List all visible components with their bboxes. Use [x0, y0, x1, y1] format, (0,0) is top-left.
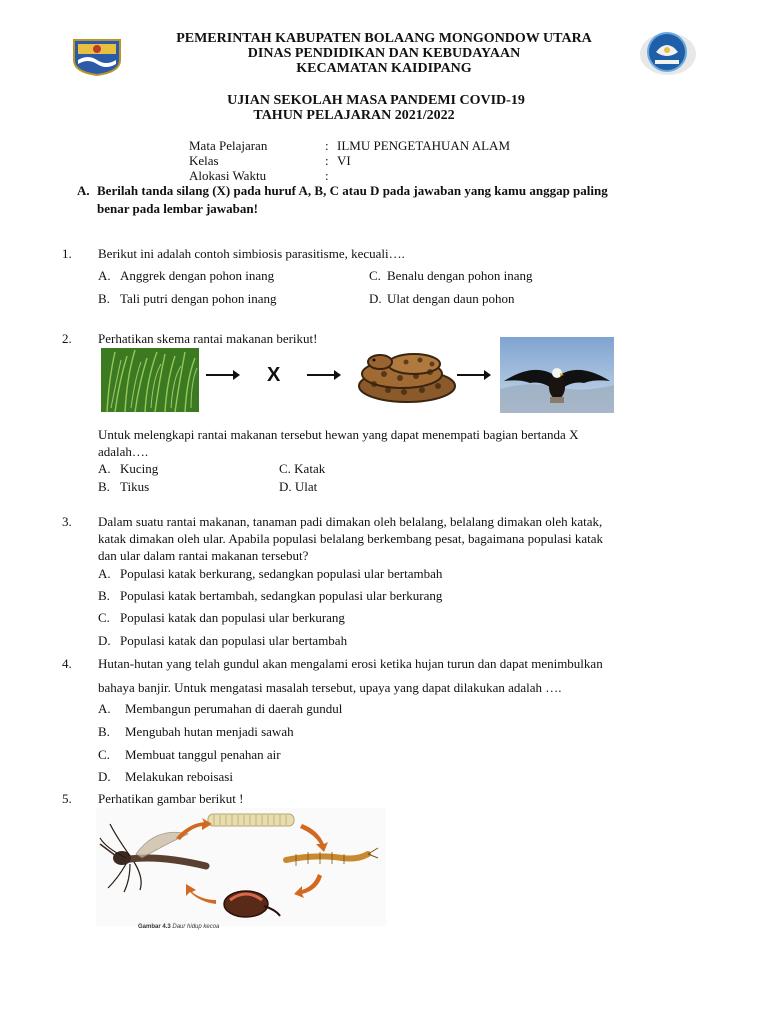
info-label-time: Alokasi Waktu — [189, 168, 267, 183]
option-letter: A. — [98, 461, 111, 476]
snake-image — [354, 346, 460, 406]
option-letter: B. — [98, 724, 110, 739]
q4-option-a: Membangun perumahan di daerah gundul — [125, 701, 343, 716]
question-4-line1: Hutan-hutan yang telah gundul akan mengalami erosi ketika hujan turun dan dapat menimbulkan — [98, 656, 603, 671]
info-label-subject: Mata Pelajaran — [189, 138, 268, 153]
food-chain-arrow — [457, 374, 489, 376]
q4-option-c: Membuat tanggul penahan air — [125, 747, 281, 762]
option-letter: C. — [369, 268, 381, 283]
option-letter: D. — [369, 291, 382, 306]
food-chain-arrow — [206, 374, 238, 376]
question-5-text: Perhatikan gambar berikut ! — [98, 791, 244, 806]
q3-option-a: Populasi katak berkurang, sedangkan populasi ular bertambah — [120, 566, 443, 581]
q2-option-b: Tikus — [120, 479, 150, 494]
section-letter: A. — [77, 183, 90, 198]
q4-option-b: Mengubah hutan menjadi sawah — [125, 724, 294, 739]
exam-year: TAHUN PELAJARAN 2021/2022 — [253, 108, 455, 123]
info-value-class: VI — [337, 153, 351, 168]
section-instruction-line2: benar pada lembar jawaban! — [97, 201, 258, 216]
q3-option-c: Populasi katak dan populasi ular berkurang — [120, 610, 345, 625]
info-separator: : — [325, 153, 329, 168]
option-letter: A. — [98, 268, 111, 283]
question-3-line1: Dalam suatu rantai makanan, tanaman padi dimakan oleh belalang, belalang dimakan oleh katak, — [98, 514, 603, 529]
header-district: KECAMATAN KAIDIPANG — [296, 61, 472, 76]
info-separator: : — [325, 168, 329, 183]
exam-title: UJIAN SEKOLAH MASA PANDEMI COVID-19 — [227, 93, 525, 108]
question-number: 1. — [62, 246, 72, 261]
info-label-class: Kelas — [189, 153, 219, 168]
q1-option-c: Benalu dengan pohon inang — [387, 268, 533, 283]
option-letter: B. — [98, 291, 110, 306]
option-letter: C. — [279, 461, 291, 476]
question-2-prompt-line1: Untuk melengkapi rantai makanan tersebut hewan yang dapat menempati bagian bertanda X — [98, 427, 579, 442]
question-4-line2: bahaya banjir. Untuk mengatasi masalah tersebut, upaya yang dapat dilakukan adalah …. — [98, 680, 562, 695]
q2-option-d-full — [279, 479, 317, 494]
option-letter: B. — [98, 479, 110, 494]
option-letter: D. — [98, 633, 111, 648]
question-1-text: Berikut ini adalah contoh simbiosis parasitisme, kecuali…. — [98, 246, 405, 261]
option-letter: C. — [98, 747, 110, 762]
question-2-prompt-line2: adalah…. — [98, 444, 149, 459]
q2-option-d: Ulat — [294, 479, 318, 494]
info-value-subject: ILMU PENGETAHUAN ALAM — [337, 138, 511, 153]
info-separator: : — [325, 138, 329, 153]
q3-option-b: Populasi katak bertambah, sedangkan populasi ular berkurang — [120, 588, 443, 603]
question-3-line3: dan ular dalam rantai makanan tersebut? — [98, 548, 309, 563]
section-instruction-line1: Berilah tanda silang (X) pada huruf A, B, C atau D pada jawaban yang kamu anggap paling — [97, 183, 608, 198]
q3-option-d: Populasi katak dan populasi ular bertambah — [120, 633, 348, 648]
header-department: DINAS PENDIDIKAN DAN KEBUDAYAAN — [247, 46, 521, 61]
question-number: 3. — [62, 514, 72, 529]
q1-option-d: Ulat dengan daun pohon — [387, 291, 515, 306]
figure-caption — [138, 923, 219, 931]
caption-label: Gambar 4.3 — [138, 924, 171, 930]
option-letter: D. — [98, 769, 111, 784]
q1-option-b: Tali putri dengan pohon inang — [120, 291, 277, 306]
caption-text: Daur hidup kecoa — [172, 924, 220, 930]
option-letter: A. — [98, 566, 111, 581]
question-3-line2: katak dimakan oleh ular. Apabila populasi belalang berkembang pesat, bagaimana populasi katak — [98, 531, 604, 546]
unknown-animal-mark: X — [267, 364, 281, 386]
q1-option-a: Anggrek dengan pohon inang — [120, 268, 275, 283]
question-2-text: Perhatikan skema rantai makanan berikut! — [98, 331, 318, 346]
option-letter: A. — [98, 701, 111, 716]
question-number: 2. — [62, 331, 72, 346]
q2-option-c-full — [279, 461, 325, 476]
q2-option-c: Katak — [294, 461, 326, 476]
egg-cluster — [208, 814, 294, 826]
life-cycle-image — [96, 808, 386, 926]
option-letter: B. — [98, 588, 110, 603]
food-chain-arrow — [307, 374, 339, 376]
header-government: PEMERINTAH KABUPATEN BOLAANG MONGONDOW UTARA — [176, 31, 592, 46]
option-letter: D. — [279, 479, 292, 494]
question-number: 4. — [62, 656, 72, 671]
rice-plant-image — [101, 348, 199, 412]
option-letter: C. — [98, 610, 110, 625]
q4-option-d: Melakukan reboisasi — [125, 769, 233, 784]
eagle-image — [500, 337, 614, 413]
q2-option-a: Kucing — [120, 461, 159, 476]
question-number: 5. — [62, 791, 72, 806]
